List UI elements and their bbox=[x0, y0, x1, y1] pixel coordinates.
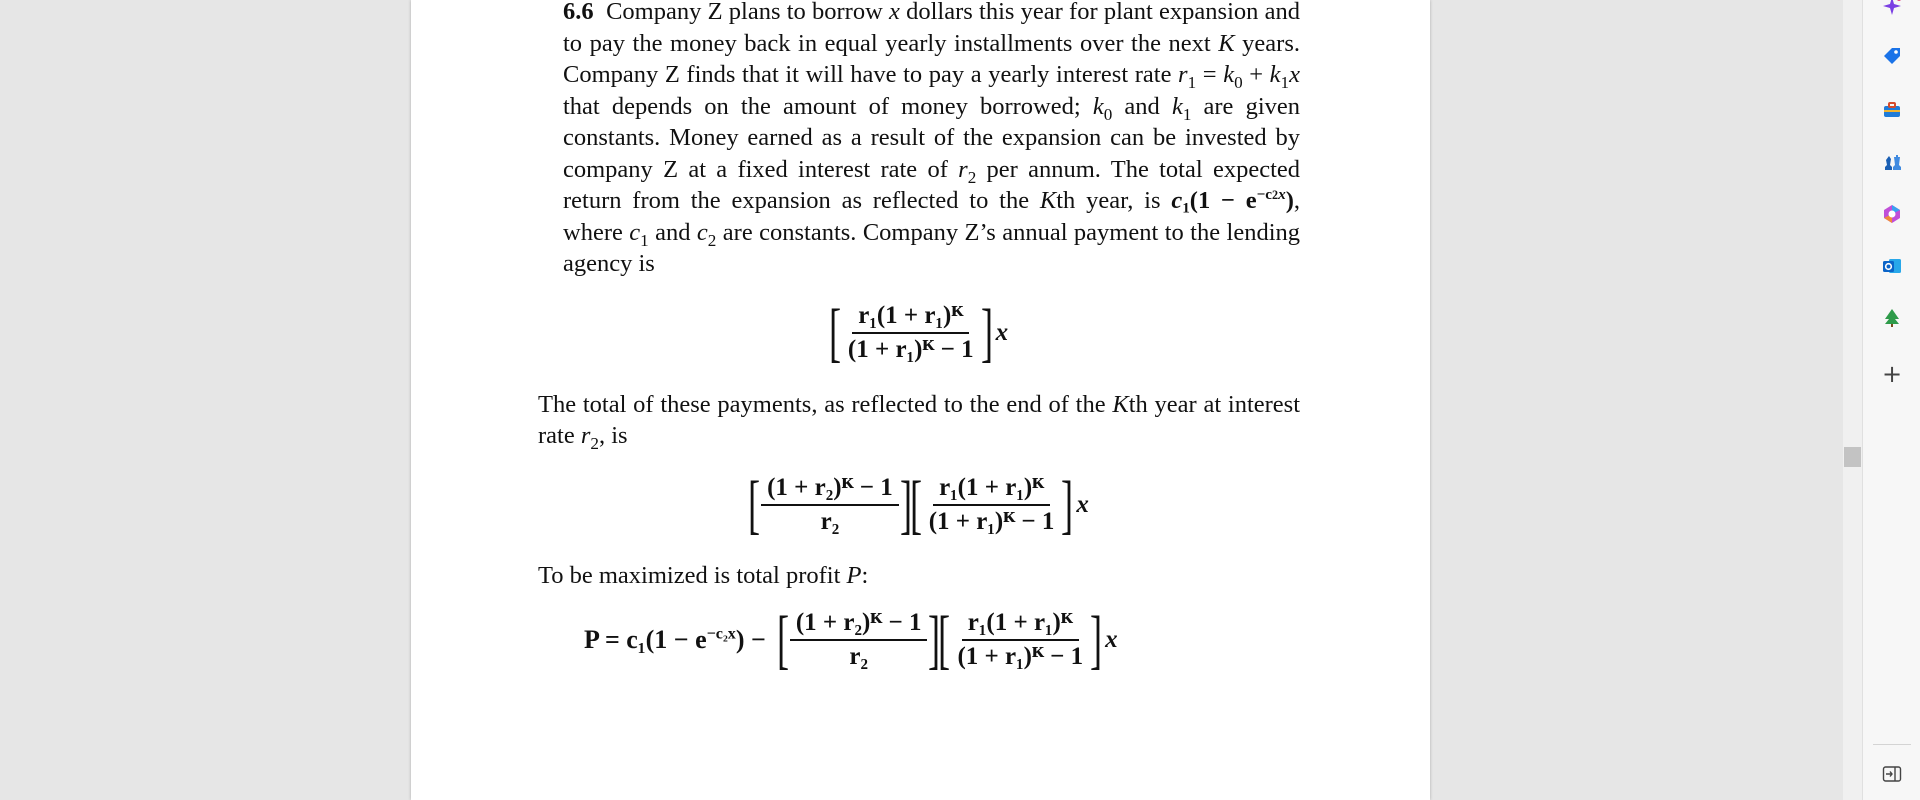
profit-equation: $P = c_1(1 - e^{-c_2x})$ − [ $\frac{\text{(1 + r₂)ᴷ − 1}}{\text{r₂}}$ ] [ $\frac{\text{r₁(1 + r₁)ᴷ}}{\text{(1 + r₁)ᴷ − 1}}$ ] x bbox=[584, 603, 1118, 676]
scrollbar-thumb[interactable] bbox=[1844, 447, 1861, 467]
right-bracket: ] bbox=[980, 295, 993, 369]
sidebar-toggle-icon[interactable] bbox=[1880, 762, 1904, 786]
vertical-scrollbar[interactable] bbox=[1843, 0, 1862, 800]
sparkle-icon[interactable] bbox=[1880, 0, 1904, 18]
profit-lhs: $P = c_1(1 - e^{-c_2x})$ − bbox=[584, 625, 766, 655]
growth-fraction: $\frac{\text{(1 + r₂)ᴷ − 1}}{\text{r₂}}$ bbox=[790, 609, 928, 671]
payment-fraction: $\frac{\text{r₁(1 + r₁)ᴷ}}{\text{(1 + r₁)ᴷ − 1}}$ bbox=[847, 301, 974, 363]
left-bracket: [ bbox=[828, 295, 841, 369]
briefcase-icon[interactable] bbox=[1880, 98, 1904, 122]
total-payments-paragraph: The total of these payments, as reflected to the end of the Kth year at interest rate $r_2$, is bbox=[538, 390, 1300, 453]
tree-icon[interactable] bbox=[1880, 306, 1904, 330]
payment-fraction: $\frac{\text{r₁(1 + r₁)ᴷ}}{\text{(1 + r₁)ᴷ − 1}}$ bbox=[928, 473, 1055, 535]
tag-icon[interactable] bbox=[1880, 44, 1904, 68]
add-icon[interactable]: + bbox=[1881, 360, 1903, 388]
payment-fraction: $\frac{\text{r₁(1 + r₁)ᴷ}}{\text{(1 + r₁)ᴷ − 1}}$ bbox=[957, 609, 1084, 670]
total-payments-equation: [ $\frac{\text{(1 + r₂)ᴷ − 1}}{\text{r₂}}$ ] [ $\frac{\text{r₁(1 + r₁)ᴷ}}{\text{(1 + r₁)ᴷ − 1}}$ ] x bbox=[748, 467, 1089, 541]
return-expression: $c1(1 - e^{-c2x})$ bbox=[1171, 185, 1294, 217]
chess-icon[interactable] bbox=[1880, 150, 1904, 174]
sidebar-divider bbox=[1873, 744, 1911, 745]
growth-fraction: $\frac{\text{(1 + r₂)ᴷ − 1}}{\text{r₂}}$ bbox=[761, 474, 899, 536]
outlook-icon[interactable] bbox=[1880, 254, 1904, 278]
copilot-icon[interactable] bbox=[1880, 202, 1904, 226]
document-content bbox=[538, 0, 1301, 676]
document-page bbox=[411, 0, 1430, 800]
problem-paragraph: 6.6 Company Z plans to borrow x dollars this year for plant expansion and to pay the money back in equal yearly installments over the next K years. Company Z finds that it will have to pay a yearly interest rate $r_1 = k_0 + k_1x$ that depends on the amount of money borrowed; $k_0$ and $k_1$ are given constants. Money earned as a result of the expansion can be invested by company Z at a fixed interest rate of $r_2$ per annum. The total expected return from the expansion as reflected to the Kth year, is $c1(1 - e^{-c2x})$, where $c_1$ and $c_2$ are constants. Company Z’s annual payment to the lending agency is bbox=[563, 0, 1301, 277]
profit-paragraph: To be maximized is total profit P: bbox=[538, 561, 869, 589]
problem-number: 6.6 bbox=[563, 0, 594, 25]
browser-sidebar bbox=[1862, 0, 1920, 800]
payment-equation: [ $\frac{\text{r₁(1 + r₁)ᴷ}}{\text{(1 + r₁)ᴷ − 1}}$ ] x bbox=[828, 295, 1009, 369]
